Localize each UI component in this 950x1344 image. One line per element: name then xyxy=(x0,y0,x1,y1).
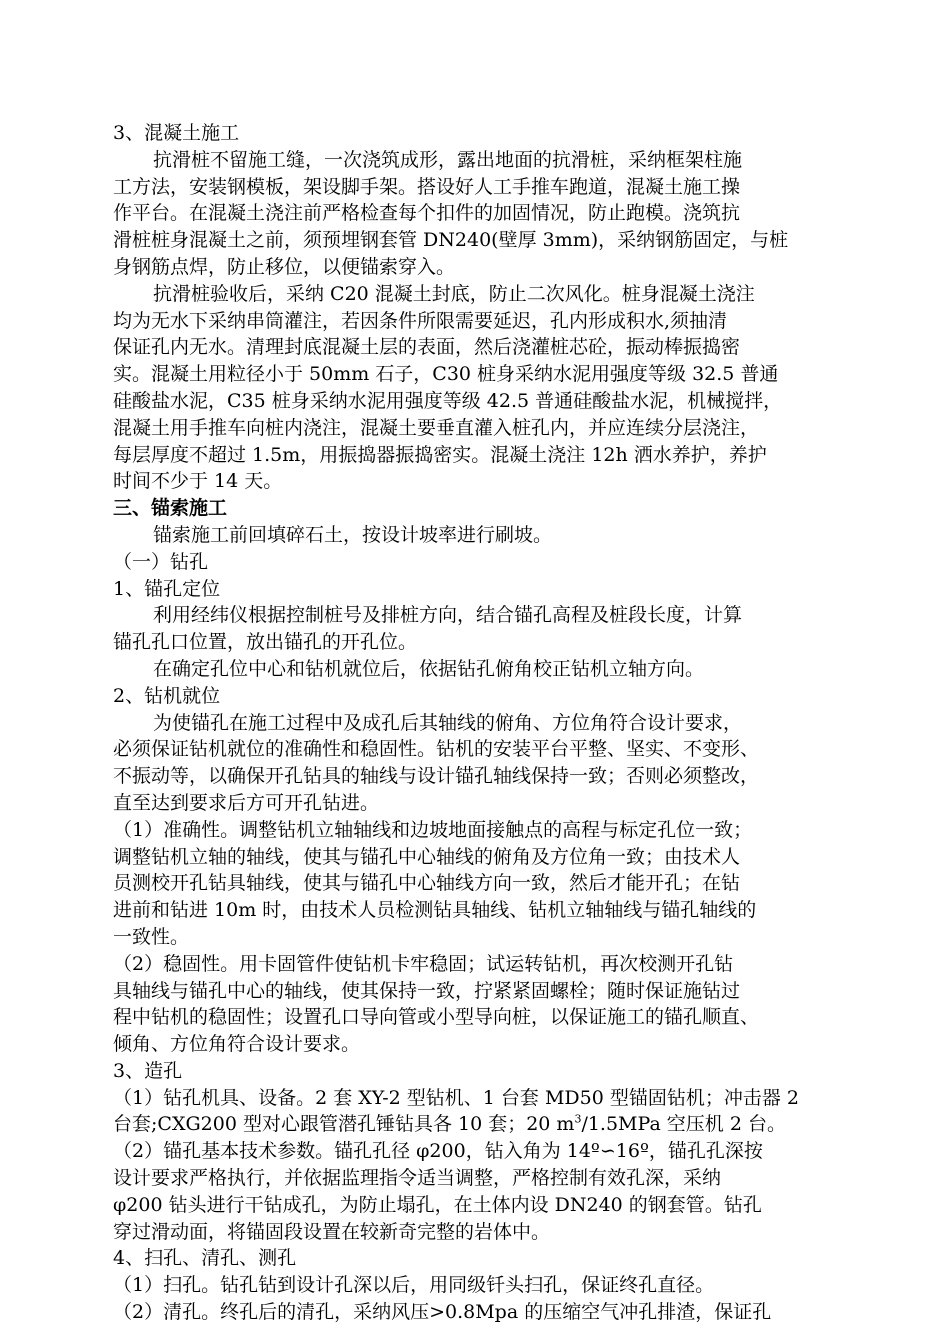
paragraph-line: 保证孔内无水。清理封底混凝土层的表面，然后浇灌桩芯砼，振动棒振捣密 xyxy=(113,336,741,359)
paragraph-line: 时间不少于 14 天。 xyxy=(113,470,283,493)
paragraph-line: 均为无水下采纳串筒灌注，若因条件所限需要延迟，孔内形成积水,须抽清 xyxy=(113,309,728,332)
section-heading: 3、造孔 xyxy=(113,1059,183,1082)
paragraph-line: 锚索施工前回填碎石土，按设计坡率进行刷坡。 xyxy=(153,523,553,546)
paragraph-line: 为使锚孔在施工过程中及成孔后其轴线的俯角、方位角符合设计要求， xyxy=(153,711,743,734)
paragraph-line: 进前和钻进 10m 时，由技术人员检测钻具轴线、钻机立轴轴线与锚孔轴线的 xyxy=(113,899,757,922)
paragraph-line: 不振动等，以确保开孔钻具的轴线与设计锚孔轴线保持一致；否则必须整改， xyxy=(113,765,760,788)
paragraph-line: （2）清孔。终孔后的清孔，采纳风压>0.8Mpa 的压缩空气冲孔排渣，保证孔 xyxy=(113,1301,772,1324)
paragraph-line: φ200 钻头进行干钻成孔，为防止塌孔，在土体内设 DN240 的钢套管。钻孔 xyxy=(113,1193,762,1216)
paragraph-line: （1）扫孔。钻孔钻到设计孔深以后，用同级钎头扫孔，保证终孔直径。 xyxy=(113,1274,715,1297)
paragraph-line: 抗滑桩验收后，采纳 C20 混凝土封底，防止二次风化。桩身混凝土浇注 xyxy=(153,282,755,305)
paragraph-line: 倾角、方位角符合设计要求。 xyxy=(113,1033,361,1056)
paragraph-line: （1）钻孔机具、设备。2 套 XY-2 型钻机、1 台套 MD50 型锚固钻机；冲击器 2 xyxy=(113,1086,799,1109)
section-heading: 2、钻机就位 xyxy=(113,684,221,707)
paragraph-line: 程中钻机的稳固性；设置孔口导向管或小型导向桩，以保证施工的锚孔顺直、 xyxy=(113,1006,760,1029)
paragraph-line: 硅酸盐水泥，C35 桩身采纳水泥用强度等级 42.5 普通硅酸盐水泥，机械搅拌， xyxy=(113,389,783,412)
paragraph-line: 直至达到要求后方可开孔钻进。 xyxy=(113,791,380,814)
paragraph-line: （1）准确性。调整钻机立轴轴线和边坡地面接触点的高程与标定孔位一致； xyxy=(113,818,753,841)
subsection-heading: （一）钻孔 xyxy=(113,550,209,573)
paragraph-line: 滑桩桩身混凝土之前，须预埋钢套管 DN240(壁厚 3mm)，采纳钢筋固定，与桩 xyxy=(113,229,789,252)
paragraph-line: 身钢筋点焊，防止移位，以便锚索穿入。 xyxy=(113,255,456,278)
paragraph-line: 穿过滑动面，将锚固段设置在较新奇完整的岩体中。 xyxy=(113,1220,551,1243)
paragraph-line: （2）锚孔基本技术参数。锚孔孔径 φ200，钻入角为 14º∽16º，锚孔孔深按 xyxy=(113,1140,763,1163)
paragraph-line: 在确定孔位中心和钻机就位后，依据钻孔俯角校正钻机立轴方向。 xyxy=(153,657,705,680)
paragraph-line: 员测校开孔钻具轴线，使其与锚孔中心轴线方向一致，然后才能开孔；在钻 xyxy=(113,872,741,895)
paragraph-line: 利用经纬仪根据控制桩号及排桩方向，结合锚孔高程及桩段长度，计算 xyxy=(153,604,743,627)
superscript: 3 xyxy=(574,1113,582,1127)
document-body xyxy=(113,120,873,1326)
chapter-heading: 三、锚索施工 xyxy=(113,497,228,520)
section-heading: 3、混凝土施工 xyxy=(113,122,240,144)
paragraph-line: 混凝土用手推车向桩内浇注，混凝土要垂直灌入桩孔内，并应连续分层浇注， xyxy=(113,416,760,439)
paragraph-line: 抗滑桩不留施工缝，一次浇筑成形，露出地面的抗滑桩，采纳框架柱施 xyxy=(153,148,743,171)
section-heading: 4、扫孔、清孔、测孔 xyxy=(113,1247,297,1270)
paragraph-line: （2）稳固性。用卡固管件使钻机卡牢稳固；试运转钻机，再次校测开孔钻 xyxy=(113,952,734,975)
paragraph-line: 具轴线与锚孔中心的轴线，使其保持一致，拧紧紧固螺栓；随时保证施钻过 xyxy=(113,979,741,1002)
paragraph-line: 必须保证钻机就位的准确性和稳固性。钻机的安装平台平整、坚实、不变形、 xyxy=(113,738,760,761)
paragraph-line: 实。混凝土用粒径小于 50mm 石子，C30 桩身采纳水泥用强度等级 32.5 普通 xyxy=(113,363,779,386)
paragraph-line: 设计要求严格执行，并依据监理指令适当调整，严格控制有效孔深，采纳 xyxy=(113,1167,722,1190)
paragraph-line: 作平台。在混凝土浇注前严格检查每个扣件的加固情况，防止跑模。浇筑抗 xyxy=(113,202,741,225)
paragraph-line: 工方法，安装钢模板，架设脚手架。搭设好人工手推车跑道，混凝土施工操 xyxy=(113,175,741,198)
paragraph-line: 每层厚度不超过 1.5m，用振捣器振捣密实。混凝土浇注 12h 洒水养护，养护 xyxy=(113,443,767,466)
section-heading: 1、锚孔定位 xyxy=(113,577,221,600)
paragraph-line: 台套;CXG200 型对心跟管潜孔锤钻具各 10 套；20 $m^3/1.5MPa$ 空压机 2 台。 xyxy=(113,1113,786,1136)
paragraph-line: 一致性。 xyxy=(113,925,190,948)
paragraph-line: 锚孔孔口位置，放出锚孔的开孔位。 xyxy=(113,631,418,654)
paragraph-line: 调整钻机立轴的轴线，使其与锚孔中心轴线的俯角及方位角一致；由技术人 xyxy=(113,845,741,868)
